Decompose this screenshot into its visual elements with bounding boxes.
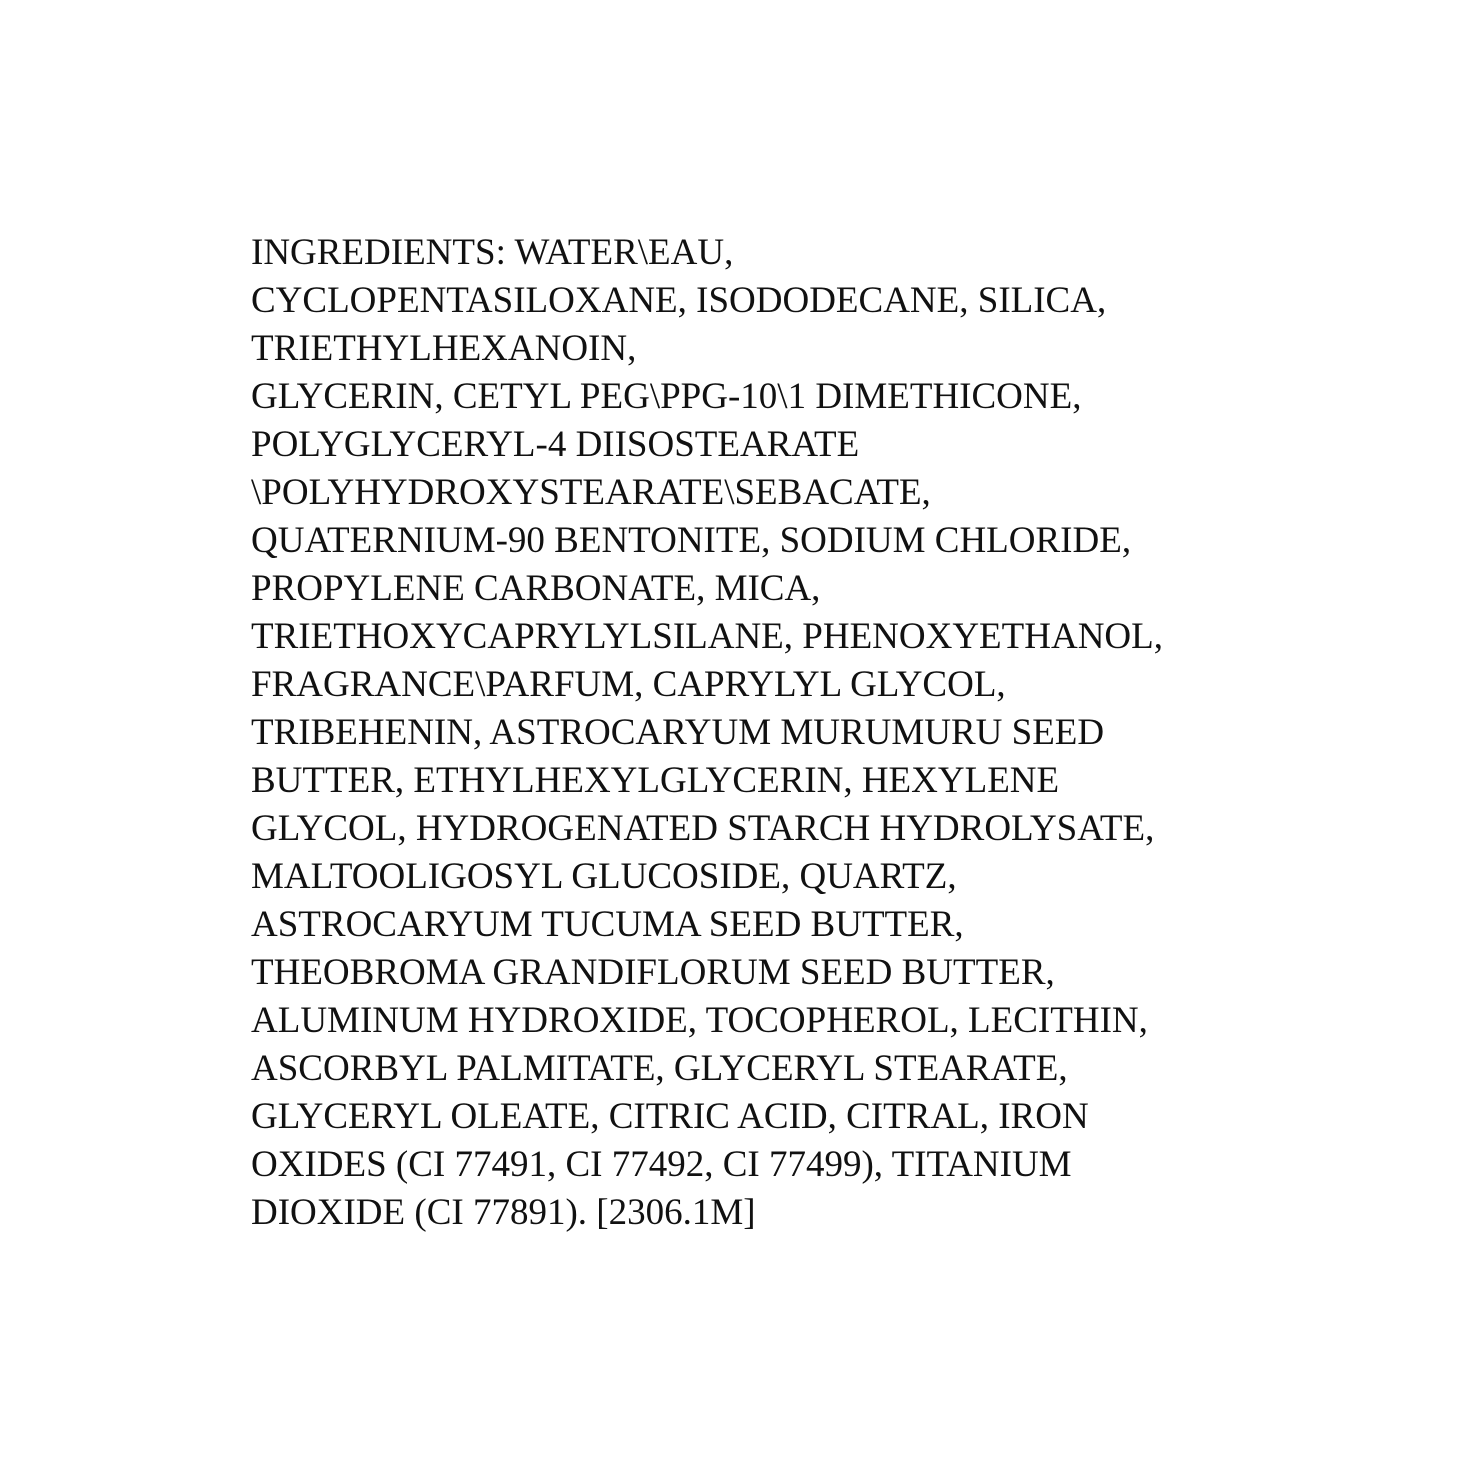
ingredients-line: OXIDES (CI 77491, CI 77492, CI 77499), TITANIUM xyxy=(251,1144,1072,1185)
ingredients-line: TRIETHYLHEXANOIN, xyxy=(251,328,637,369)
ingredients-line: PROPYLENE CARBONATE, MICA, xyxy=(251,568,821,609)
ingredients-line: \POLYHYDROXYSTEARATE\SEBACATE, xyxy=(251,472,931,513)
ingredients-line: GLYCERYL OLEATE, CITRIC ACID, CITRAL, IRON xyxy=(251,1096,1089,1137)
ingredients-line: TRIBEHENIN, ASTROCARYUM MURUMURU SEED xyxy=(251,712,1105,753)
ingredients-line: GLYCOL, HYDROGENATED STARCH HYDROLYSATE, xyxy=(251,808,1155,849)
ingredients-line: QUATERNIUM-90 BENTONITE, SODIUM CHLORIDE, xyxy=(251,520,1132,561)
ingredients-line: POLYGLYCERYL-4 DIISOSTEARATE xyxy=(251,424,860,465)
ingredients-line: ASCORBYL PALMITATE, GLYCERYL STEARATE, xyxy=(251,1048,1068,1089)
ingredients-line: GLYCERIN, CETYL PEG\PPG-10\1 DIMETHICONE, xyxy=(251,376,1082,417)
ingredients-line: MALTOOLIGOSYL GLUCOSIDE, QUARTZ, xyxy=(251,856,957,897)
ingredients-line: BUTTER, ETHYLHEXYLGLYCERIN, HEXYLENE xyxy=(251,760,1060,801)
ingredients-line: ALUMINUM HYDROXIDE, TOCOPHEROL, LECITHIN, xyxy=(251,1000,1148,1041)
ingredients-line: TRIETHOXYCAPRYLYLSILANE, PHENOXYETHANOL, xyxy=(251,616,1163,657)
ingredients-line: CYCLOPENTASILOXANE, ISODODECANE, SILICA, xyxy=(251,280,1107,321)
ingredients-line: INGREDIENTS: WATER\EAU, xyxy=(251,232,734,273)
ingredients-line: THEOBROMA GRANDIFLORUM SEED BUTTER, xyxy=(251,952,1055,993)
ingredients-list xyxy=(251,229,1251,1237)
ingredients-line: ASTROCARYUM TUCUMA SEED BUTTER, xyxy=(251,904,964,945)
ingredients-line: FRAGRANCE\PARFUM, CAPRYLYL GLYCOL, xyxy=(251,664,1006,705)
ingredients-line: DIOXIDE (CI 77891). [2306.1M] xyxy=(251,1192,756,1233)
